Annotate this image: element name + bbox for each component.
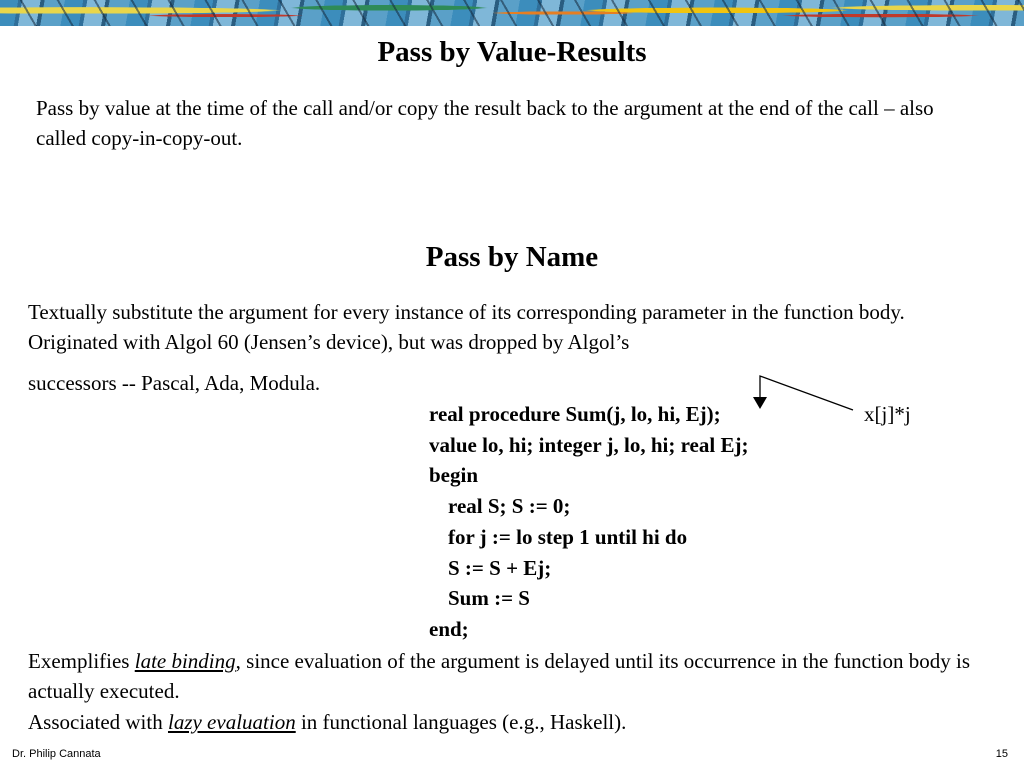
footer-page-number: 15 — [995, 748, 1008, 760]
annotation-arrow-head — [753, 397, 767, 409]
code-line: Sum := S — [448, 586, 530, 611]
paragraph-value-results: Pass by value at the time of the call and/or copy the result back to the argument at the end of the call – also called copy-in-copy-out. — [36, 96, 934, 150]
code-line: real S; S := 0; — [448, 494, 571, 519]
code-line: value lo, hi; integer j, lo, hi; real Ej; — [429, 432, 749, 457]
paragraph-late-binding — [28, 646, 998, 706]
annotation-arrow-line — [760, 376, 853, 410]
lazy-evaluation-term: lazy evaluation — [167, 710, 296, 734]
late-binding-term: late binding — [134, 649, 236, 673]
lazy-evaluation-prefix: Associated with — [28, 710, 168, 734]
title-pass-by-value-results: Pass by Value-Results — [377, 36, 647, 68]
code-line: for j := lo step 1 until hi do — [448, 524, 688, 549]
annotation-label: x[j]*j — [864, 402, 911, 426]
title-pass-by-name: Pass by Name — [425, 241, 599, 273]
footer-author: Dr. Philip Cannata — [12, 748, 101, 760]
code-line: real procedure Sum(j, lo, hi, Ej); — [429, 402, 721, 426]
code-line: S := S + Ej; — [448, 555, 552, 580]
code-line: end; — [429, 616, 469, 641]
paragraph-pass-by-name: Textually substitute the argument for every instance of its corresponding parameter in the function body. Originated with Algol 60 (Jensen’s device), but was dropped by Algol’s — [28, 300, 905, 354]
late-binding-prefix: Exemplifies — [28, 649, 135, 673]
code-line: begin — [429, 463, 479, 488]
lazy-evaluation-rest: in functional languages (e.g., Haskell). — [295, 710, 627, 734]
late-binding-rest: , since evaluation of the argument is delayed until its occurrence in the function body is actually executed. — [28, 649, 971, 703]
paragraph-lazy-evaluation — [28, 707, 998, 737]
paragraph-pass-by-name-cont: successors -- Pascal, Ada, Modula. — [28, 371, 321, 395]
